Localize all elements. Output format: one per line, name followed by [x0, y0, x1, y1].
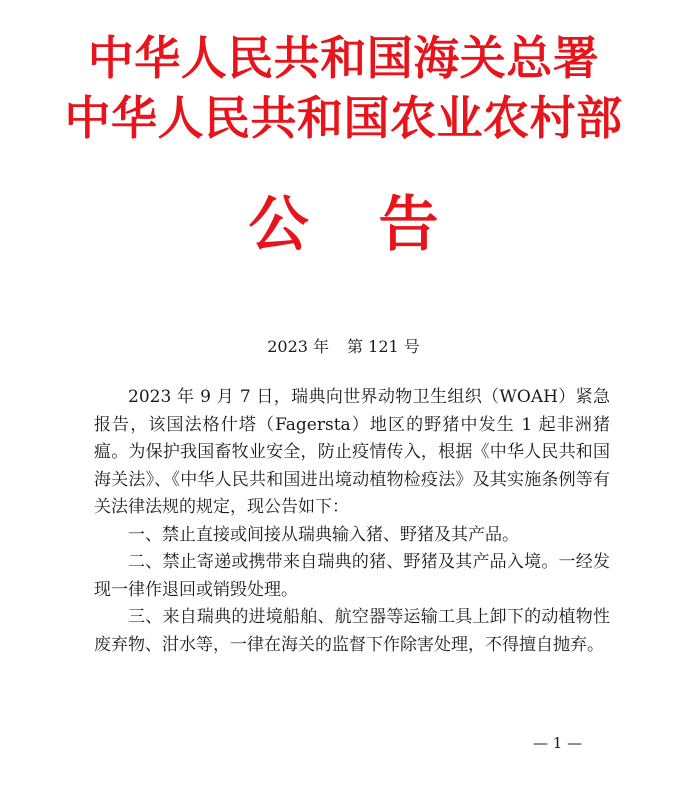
document-number	[0, 336, 687, 358]
body-paragraph-item-1: 一、禁止直接或间接从瑞典输入猪、野猪及其产品。	[128, 524, 519, 545]
page-number: — 1 —	[533, 734, 583, 752]
doc-serial: 第 121 号	[347, 337, 420, 356]
body-paragraph-item-3: 三、来自瑞典的进境船舶、航空器等运输工具上卸下的动植物性废弃物、泔水等，一律在海关的监督下作除害处理，不得擅自抛弃。	[94, 607, 610, 655]
issuer-customs: 中华人民共和国海关总署	[87, 31, 600, 85]
body-paragraph-item-2: 二、禁止寄递或携带来自瑞典的猪、野猪及其产品入境。一经发现一律作退回或销毁处理。	[94, 552, 610, 600]
issuer-agriculture: 中华人民共和国农业农村部	[64, 91, 623, 145]
document-type-title: 公告	[248, 190, 509, 260]
body-paragraph-intro: 2023 年 9 月 7 日，瑞典向世界动物卫生组织（WOAH）紧急报告，该国法格什塔（Fagersta）地区的野猪中发生 1 起非洲猪瘟。为保护我国畜牧业安全，防止疫情传入，根据《中华人民共和国海关法》、《中华人民共和国进出境动植物检疫法》及其实施条例等有关法律法规的规定，现公告如下：	[94, 387, 610, 517]
announcement-body	[94, 384, 610, 659]
doc-year: 2023 年	[267, 337, 330, 356]
